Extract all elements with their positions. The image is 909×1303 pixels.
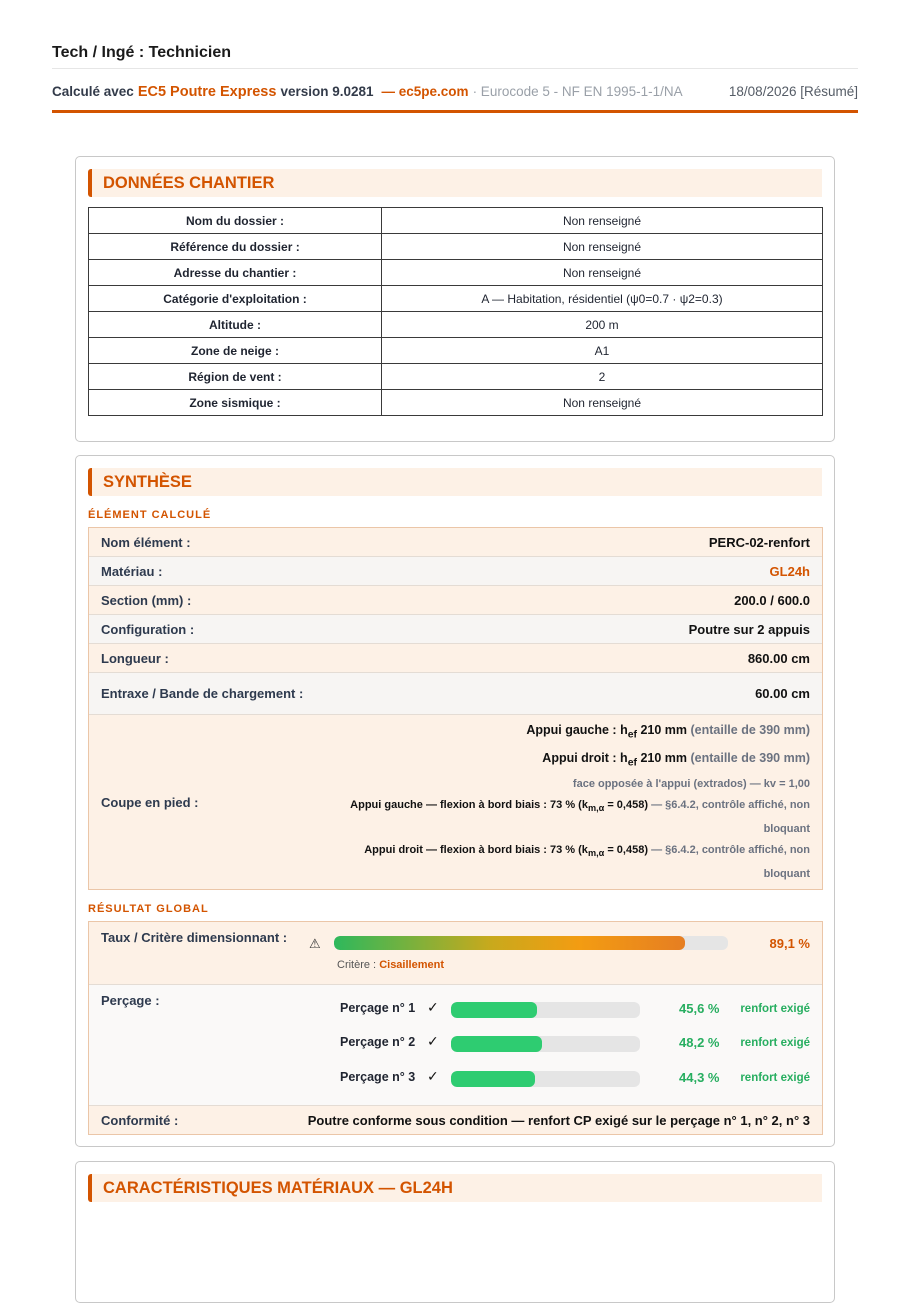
section-value: 200.0 / 600.0 [734, 592, 810, 608]
percage-status: renfort exigé [740, 1072, 810, 1085]
chantier-row [89, 208, 823, 234]
site-link[interactable]: — ec5pe.com [381, 84, 469, 99]
chantier-row [89, 312, 823, 338]
row-section [89, 586, 822, 615]
conformite-label: Conformité : [101, 1112, 179, 1128]
percage-value: 44,3 % [679, 1070, 720, 1086]
chantier-row [89, 286, 823, 312]
materiau-value: GL24h [769, 563, 810, 579]
report-date: 18/08/2026 [Résumé] [728, 84, 858, 99]
coupe-label: Coupe en pied : [101, 794, 199, 810]
synthese-card [75, 455, 835, 1147]
configuration-value: Poutre sur 2 appuis [688, 621, 810, 637]
entraxe-value: 60.00 cm [755, 686, 810, 701]
percage-value: 48,2 % [679, 1035, 720, 1051]
taux-value: 89,1 % [769, 936, 810, 952]
chantier-row [89, 390, 823, 416]
taux-progress-fill [334, 936, 685, 950]
percage-progress-bar [451, 1071, 640, 1087]
element-table [88, 527, 823, 890]
element-heading: ÉLÉMENT CALCULÉ [88, 509, 212, 521]
section-label: Section (mm) : [101, 592, 192, 608]
percage-value: 45,6 % [679, 1001, 720, 1017]
critere-label: Critère : [337, 959, 377, 972]
chantier-row-label: Référence du dossier : [89, 234, 382, 260]
chantier-row-label: Région de vent : [89, 364, 382, 390]
percage-name: Perçage n° 3 [340, 1070, 416, 1085]
check-icon: ✓ [427, 999, 439, 1016]
chantier-row-label: Adresse du chantier : [89, 260, 382, 286]
page-header [52, 44, 858, 113]
norm-reference: · Eurocode 5 - NF EN 1995-1-1/NA [472, 84, 683, 99]
chantier-row-value: 200 m [382, 312, 823, 338]
chantier-row-value: A — Habitation, résidentiel (ψ0=0.7 · ψ2=0.3) [382, 286, 823, 312]
header-rule [52, 110, 858, 113]
nom-element-value: PERC-02-renfort [708, 534, 810, 550]
longueur-value: 860.00 cm [747, 650, 810, 666]
row-longueur [89, 644, 822, 673]
taux-label: Taux / Critère dimensionnant : [101, 930, 288, 946]
chantier-row-value: A1 [382, 338, 823, 364]
chantier-row-value: Non renseigné [382, 234, 823, 260]
result-table [88, 921, 823, 1135]
row-taux [89, 922, 822, 985]
configuration-label: Configuration : [101, 621, 195, 637]
chantier-row [89, 364, 823, 390]
chantier-row [89, 338, 823, 364]
row-coupe-en-pied [89, 715, 822, 889]
coupe-details [335, 715, 810, 889]
nom-element-label: Nom élément : [101, 534, 191, 550]
materiau-label: Matériau : [101, 563, 163, 579]
chantier-row-value: Non renseigné [382, 208, 823, 234]
chantier-row-value: Non renseigné [382, 260, 823, 286]
chantier-row-label: Zone sismique : [89, 390, 382, 416]
percage-progress-bar [451, 1002, 640, 1018]
chantier-table [88, 207, 823, 416]
chantier-row-label: Altitude : [89, 312, 382, 338]
row-conformite [89, 1106, 822, 1134]
row-entraxe [89, 673, 822, 715]
chantier-row-label: Nom du dossier : [89, 208, 382, 234]
page-title: Tech / Ingé : Technicien [52, 44, 858, 69]
materiaux-card [75, 1161, 835, 1303]
percage-progress-bar [451, 1036, 640, 1052]
warning-icon: ⚠ [309, 936, 321, 952]
percage-status: renfort exigé [740, 1037, 810, 1050]
synthese-section-title: SYNTHÈSE [88, 468, 822, 496]
row-materiau [89, 557, 822, 586]
chantier-row [89, 260, 823, 286]
entraxe-label: Entraxe / Bande de chargement : [101, 686, 304, 701]
percage-status: renfort exigé [740, 1003, 810, 1016]
percage-label: Perçage : [101, 993, 160, 1009]
percage-progress-fill [451, 1036, 542, 1052]
chantier-row-label: Zone de neige : [89, 338, 382, 364]
row-configuration [89, 615, 822, 644]
chantier-section-title: DONNÉES CHANTIER [88, 169, 822, 197]
coupe-flexion-gauche: Appui gauche — flexion à bord biais : 73 % $(k_{m,\alpha} = 0,458)$ — §6.4.2, contrôle affiché, non bloquant [350, 799, 810, 836]
row-nom-element [89, 528, 822, 557]
percage-progress-fill [451, 1002, 537, 1018]
conformite-value: Poutre conforme sous condition — renfort CP exigé sur le perçage n° 1, n° 2, n° 3 [307, 1112, 810, 1128]
chantier-row-label: Catégorie d'exploitation : [89, 286, 382, 312]
check-icon: ✓ [427, 1033, 439, 1050]
materiaux-section-title: CARACTÉRISTIQUES MATÉRIAUX — GL24H [88, 1174, 822, 1202]
coupe-appui-droit: Appui droit : $h_{ef}$ 210 mm (entaille de 390 mm) [542, 750, 810, 768]
coupe-appui-gauche: Appui gauche : $h_{ef}$ 210 mm (entaille de 390 mm) [526, 723, 810, 741]
calc-prefix: Calculé avec [52, 84, 134, 99]
result-heading: RÉSULTAT GLOBAL [88, 903, 209, 916]
brand-name: EC5 Poutre Express [137, 84, 277, 100]
taux-progress-bar [334, 936, 728, 950]
chantier-row-value: 2 [382, 364, 823, 390]
percage-name: Perçage n° 2 [340, 1035, 416, 1050]
row-percage [89, 985, 822, 1106]
chantier-row [89, 234, 823, 260]
calc-info-line [52, 84, 858, 100]
coupe-face-opposee: face opposée à l'appui (extrados) — kv = 1,00 [572, 778, 810, 790]
percage-name: Perçage n° 1 [340, 1001, 416, 1016]
critere-line [337, 959, 444, 971]
longueur-label: Longueur : [101, 650, 169, 666]
software-version: version 9.0281 [280, 84, 374, 99]
critere-value: Cisaillement [379, 959, 444, 972]
percage-progress-fill [451, 1071, 535, 1087]
chantier-card [75, 156, 835, 442]
check-icon: ✓ [427, 1068, 439, 1085]
coupe-flexion-droit: Appui droit — flexion à bord biais : 73 % $(k_{m,\alpha} = 0,458)$ — §6.4.2, contrôle affiché, non bloquant [364, 844, 810, 881]
chantier-row-value: Non renseigné [382, 390, 823, 416]
